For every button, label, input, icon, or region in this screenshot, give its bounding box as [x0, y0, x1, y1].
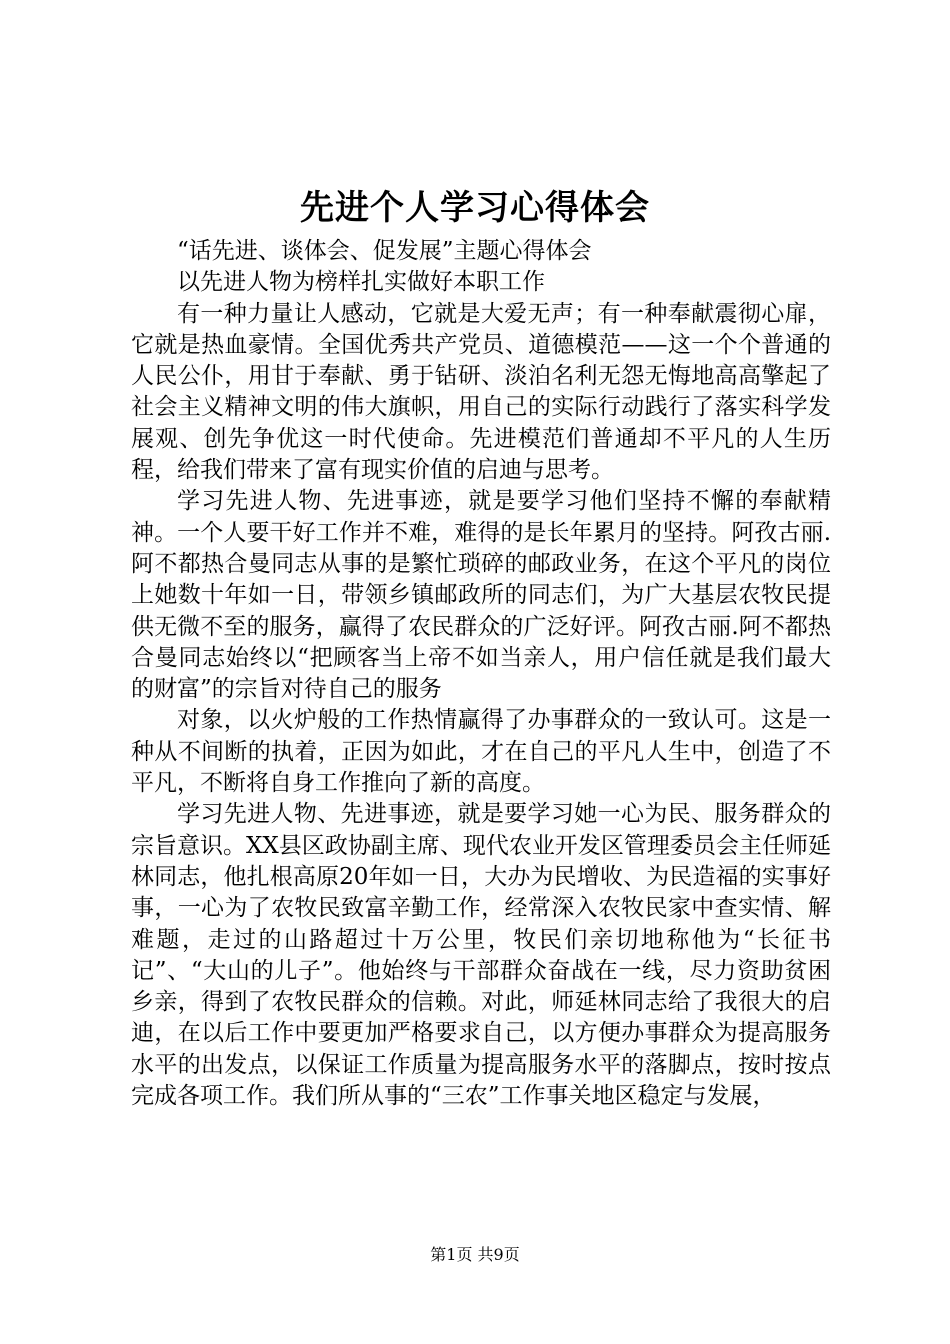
- body-paragraph: 有一种力量让人感动，它就是大爱无声；有一种奉献震彻心扉，它就是热血豪情。全国优秀共产党员、道德模范——这一个个普通的人民公仆，用甘于奉献、勇于钻研、淡泊名利无怨无悔地高高擎起了社会主义精神文明的伟大旗帜，用自己的实际行动践行了落实科学发展观、创先争优这一时代使命。先进模范们普通却不平凡的人生历程，给我们带来了富有现实价值的启迪与思考。: [131, 300, 831, 484]
- body-paragraph: 学习先进人物、先进事迹，就是要学习他们坚持不懈的奉献精神。一个人要干好工作并不难，难得的是长年累月的坚持。阿孜古丽.阿不都热合曼同志从事的是繁忙琐碎的邮政业务，在这个平凡的岗位上她数十年如一日，带领乡镇邮政所的同志们，为广大基层农牧民提供无微不至的服务，赢得了农民群众的广泛好评。阿孜古丽.阿不都热合曼同志始终以“把顾客当上帝不如当亲人，用户信任就是我们最大的财富”的宗旨对待自己的服务: [131, 488, 831, 703]
- document-body: [131, 236, 831, 1112]
- subtitle-paragraph: “话先进、谈体会、促发展”主题心得体会: [177, 238, 592, 264]
- body-paragraph: 对象，以火炉般的工作热情赢得了办事群众的一致认可。这是一种从不间断的执着，正因为如此，才在自己的平凡人生中，创造了不平凡，不断将自身工作推向了新的高度。: [131, 707, 831, 797]
- page-footer: 第1页 共9页: [430, 1245, 520, 1264]
- heading-paragraph: 以先进人物为榜样扎实做好本职工作: [177, 269, 545, 296]
- body-paragraph: 学习先进人物、先进事迹，就是要学习她一心为民、服务群众的宗旨意识。XX县区政协副主席、现代农业开发区管理委员会主任师延林同志，他扎根高原20年如一日，大办为民增收、为民造福的实事好事，一心为了农牧民致富辛勤工作，经常深入农牧民家中查实情、解难题，走过的山路超过十万公里，牧民们亲切地称他为“长征书记”、“大山的儿子”。他始终与干部群众奋战在一线，尽力资助贫困乡亲，得到了农牧民群众的信赖。对此，师延林同志给了我很大的启迪，在以后工作中要更加严格要求自己，以方便办事群众为提高服务水平的出发点，以保证工作质量为提高服务水平的落脚点，按时按点完成各项工作。我们所从事的“三农”工作事关地区稳定与发展，: [131, 801, 831, 1110]
- document-title: 先进个人学习心得体会: [300, 188, 650, 228]
